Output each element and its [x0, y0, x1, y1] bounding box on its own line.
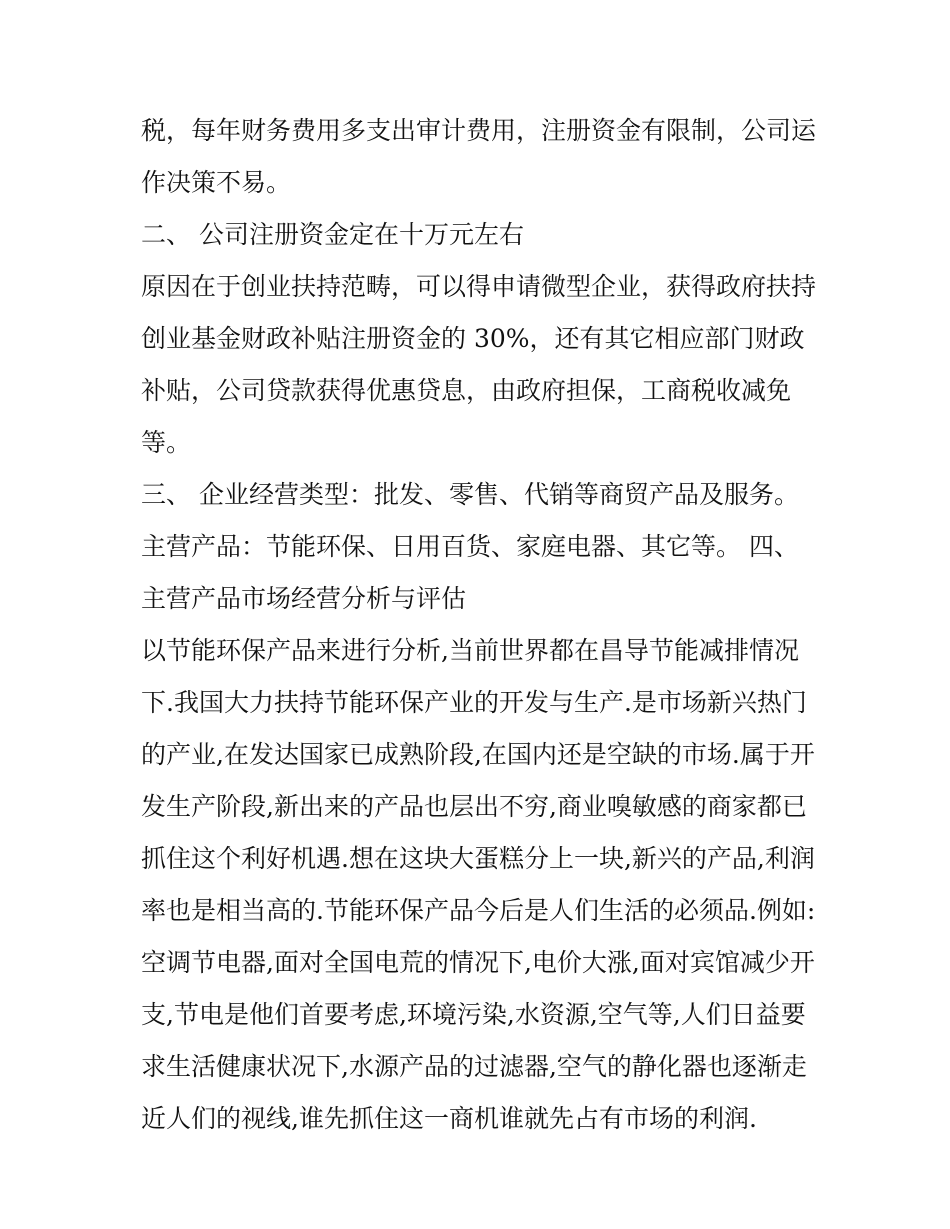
- document-body: [141, 105, 821, 1145]
- text-line: 支,节电是他们首要考虑,环境污染,水资源,空气等,人们日益要: [141, 1000, 806, 1029]
- text-line: 发生产阶段,新出来的产品也层出不穷,商业嗅敏感的商家都已: [141, 792, 807, 821]
- text-line: 空调节电器,面对全国电荒的情况下,电价大涨,面对宾馆减少开: [141, 948, 815, 977]
- text-line: 作决策不易。: [141, 168, 292, 197]
- text-line: 下.我国大力扶持节能环保产业的开发与生产.是市场新兴热门: [141, 688, 807, 717]
- text-line: 率也是相当高的.节能环保产品今后是人们生活的必须品.例如:: [141, 896, 816, 925]
- section-heading: 三、 企业经营类型：批发、零售、代销等商贸产品及服务。: [141, 480, 799, 509]
- text-line: 税，每年财务费用多支出审计费用，注册资金有限制，公司运: [141, 116, 817, 145]
- text-line: 抓住这个利好机遇.想在这块大蛋糕分上一块,新兴的产品,利润: [141, 844, 815, 873]
- section-heading: 二、 公司注册资金定在十万元左右: [141, 220, 524, 249]
- text-line: 等。: [141, 428, 192, 457]
- section-heading: 主营产品市场经营分析与评估: [141, 584, 467, 613]
- text-line: 创业基金财政补贴注册资金的 30%，还有其它相应部门财政: [141, 324, 805, 353]
- text-line: 补贴，公司贷款获得优惠贷息，由政府担保，工商税收减免: [141, 376, 792, 405]
- text-line: 求生活健康状况下,水源产品的过滤器,空气的静化器也逐渐走: [141, 1052, 807, 1081]
- text-line: 的产业,在发达国家已成熟阶段,在国内还是空缺的市场.属于开: [141, 740, 815, 769]
- text-line: 主营产品：节能环保、日用百货、家庭电器、其它等。 四、: [141, 532, 799, 561]
- text-line: 近人们的视线,谁先抓住这一商机谁就先占有市场的利润.: [141, 1104, 757, 1133]
- text-line: 原因在于创业扶持范畴，可以得申请微型企业，获得政府扶持: [141, 272, 817, 301]
- text-line: 以节能环保产品来进行分析,当前世界都在昌导节能减排情况: [141, 636, 799, 665]
